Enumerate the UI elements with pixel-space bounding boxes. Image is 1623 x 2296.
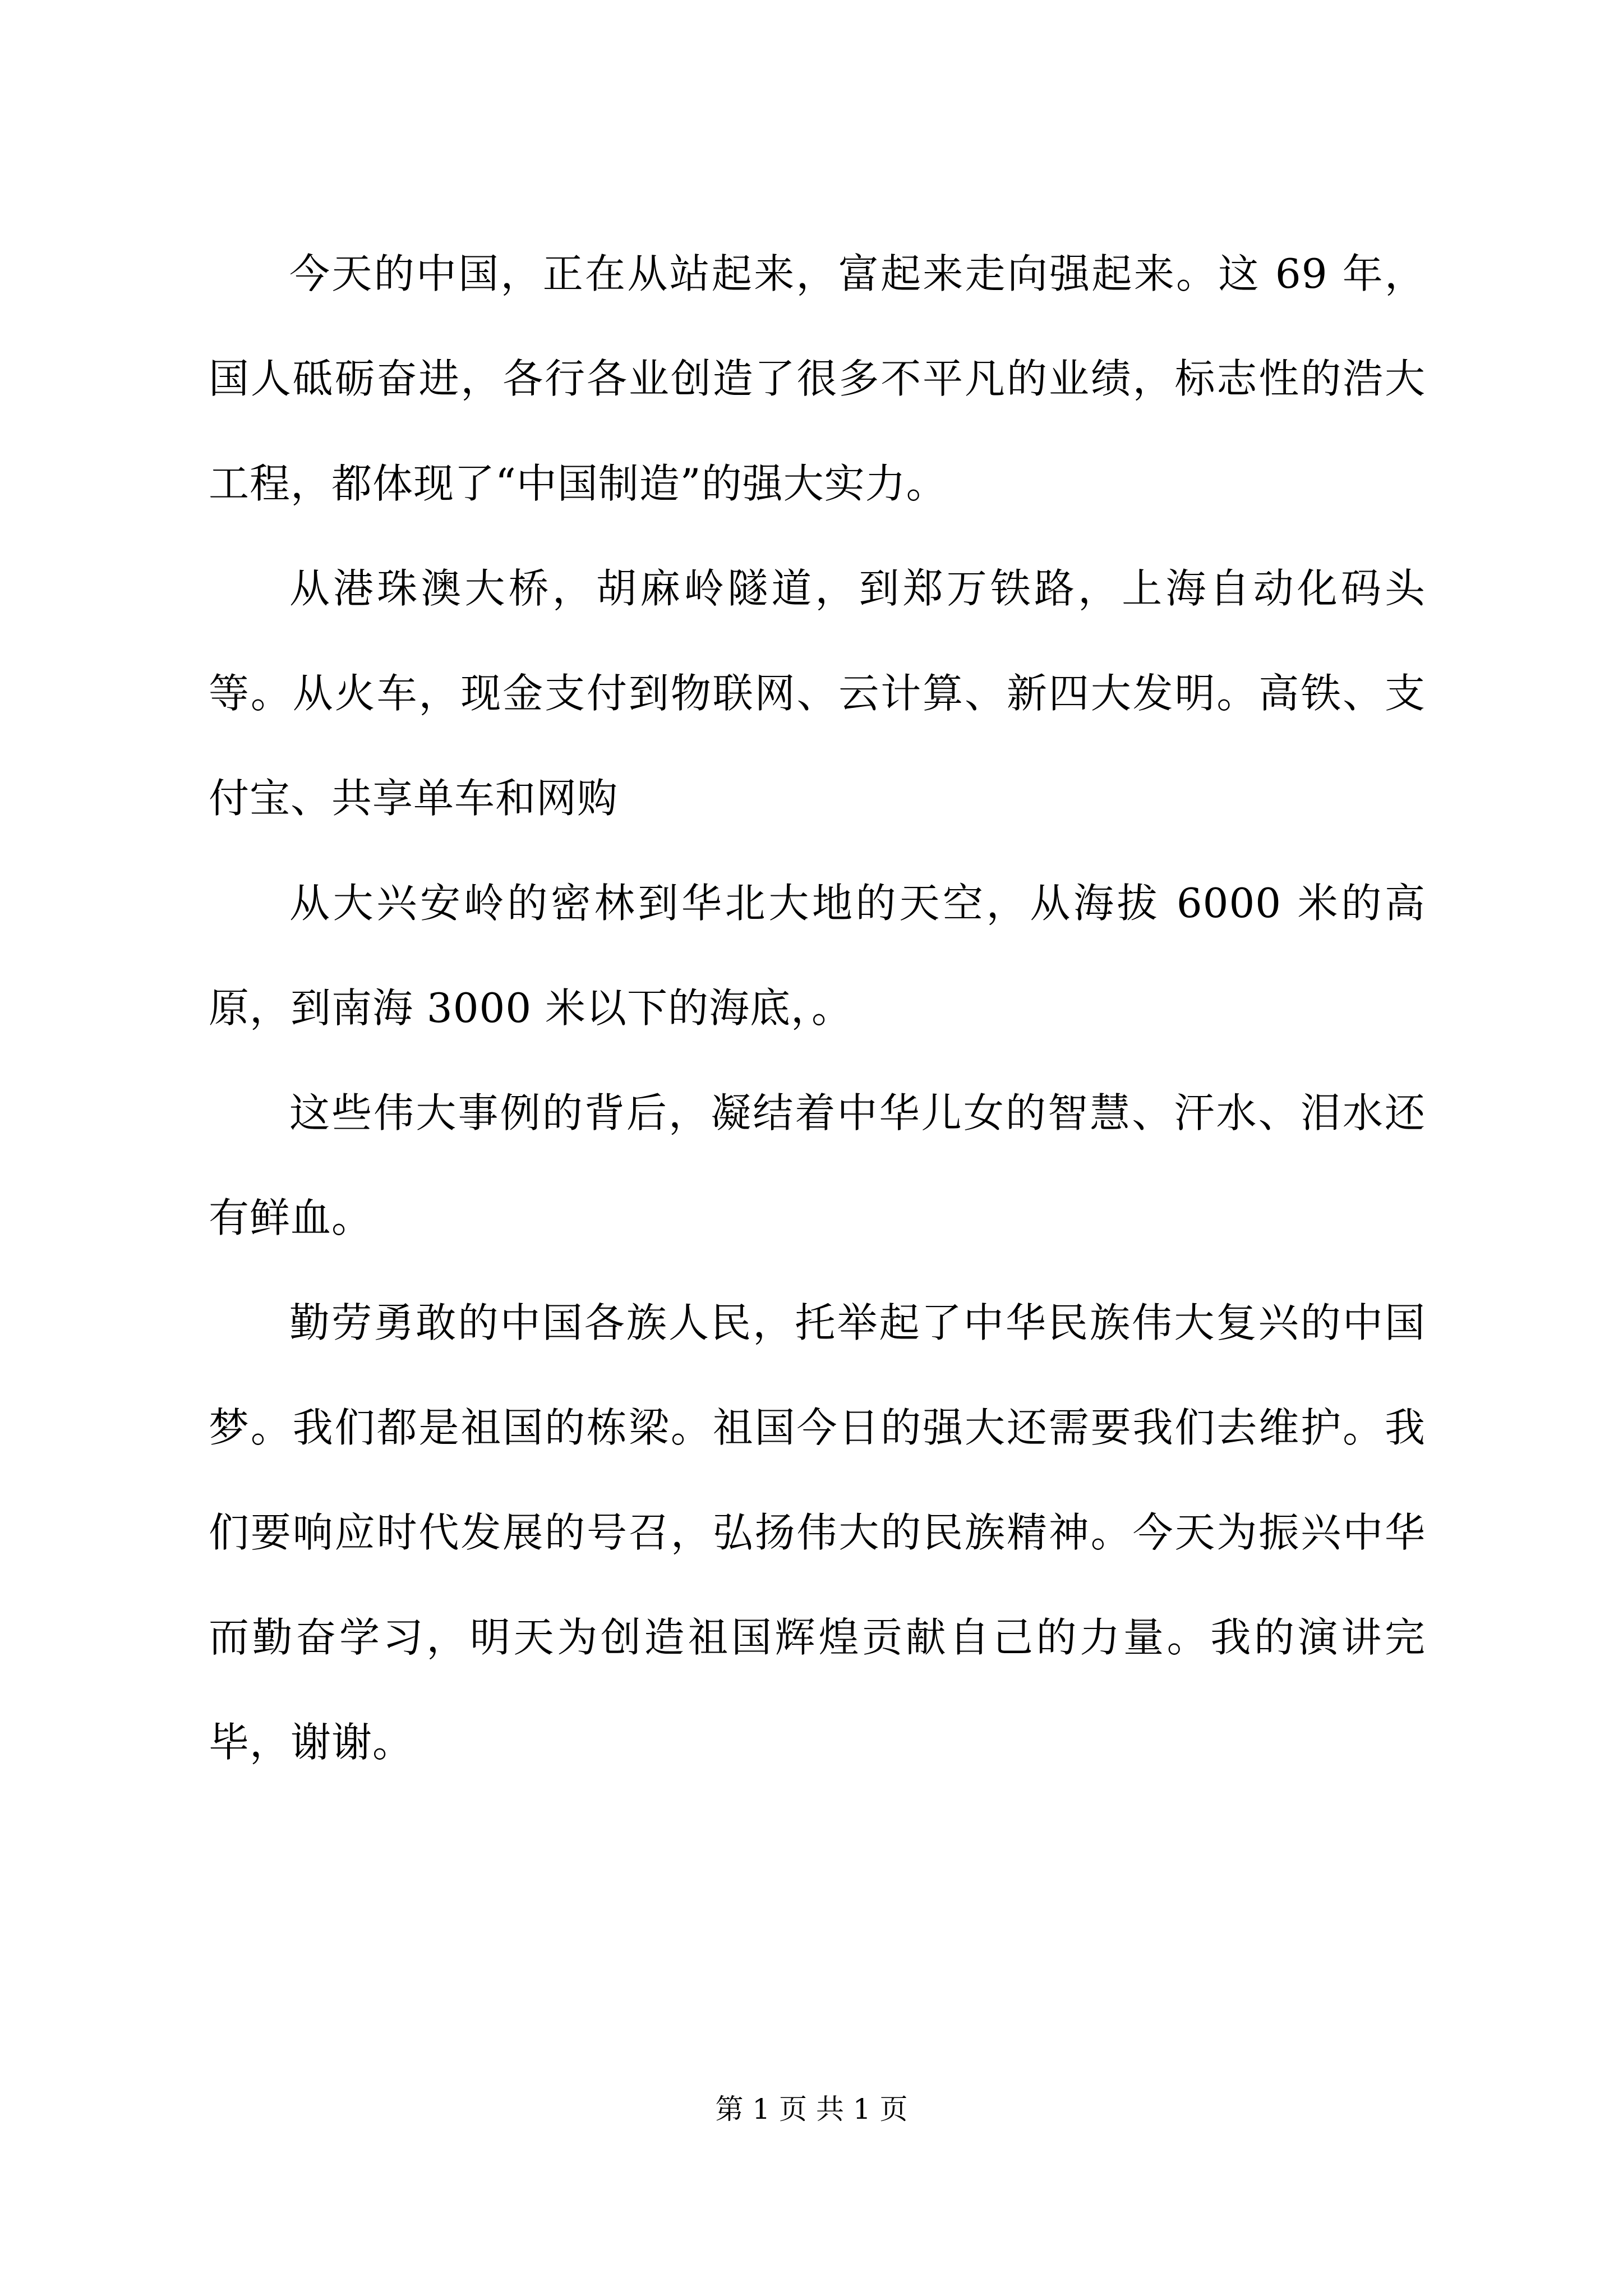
page-footer: 第 1 页 共 1 页 [715,2093,908,2125]
paragraph-1: 今天的中国，正在从站起来，富起来走向强起来。这 69 年，国人砥砺奋进，各行各业创造了很多不平凡的业绩，标志性的浩大工程，都体现了“中国制造”的强大实力。 [209,250,1426,507]
paragraph-3: 从大兴安岭的密林到华北大地的天空，从海拔 6000 米的高原，到南海 3000 米以下的海底，。 [209,880,1426,1032]
paragraph-5: 勤劳勇敢的中国各族人民，托举起了中华民族伟大复兴的中国梦。我们都是祖国的栋梁。祖国今日的强大还需要我们去维护。我们要响应时代发展的号召，弘扬伟大的民族精神。今天为振兴中华而勤奋学习，明天为创造祖国辉煌贡献自己的力量。我的演讲完毕，谢谢。 [209,1299,1426,1766]
paragraph-4: 这些伟大事例的背后，凝结着中华儿女的智慧、汗水、泪水还有鲜血。 [209,1089,1426,1241]
paragraph-2: 从港珠澳大桥，胡麻岭隧道，到郑万铁路，上海自动化码头等。从火车，现金支付到物联网、云计算、新四大发明。高铁、支付宝、共享单车和网购 [209,565,1426,822]
document-body [209,222,1426,1795]
